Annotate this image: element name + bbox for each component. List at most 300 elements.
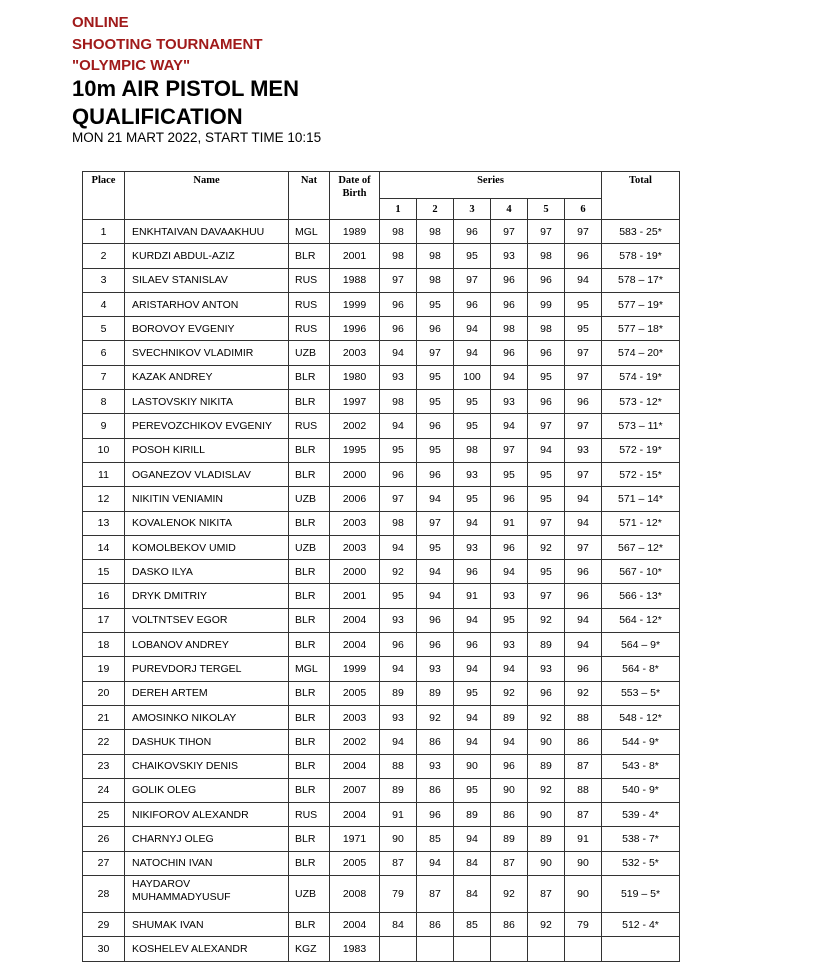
series-score-cell: 94 xyxy=(380,657,417,681)
series-score-cell: 94 xyxy=(491,414,528,438)
series-score-cell: 94 xyxy=(565,633,602,657)
nat-cell: BLR xyxy=(289,365,330,389)
series-score-cell: 89 xyxy=(528,633,565,657)
total-cell: 571 – 14* xyxy=(602,487,680,511)
series-score-cell: 93 xyxy=(417,657,454,681)
dob-cell: 2000 xyxy=(330,560,380,584)
table-row xyxy=(83,244,680,268)
series-score-cell: 97 xyxy=(454,268,491,292)
table-row xyxy=(83,608,680,632)
name-cell: BOROVOY EVGENIY xyxy=(125,317,289,341)
dob-cell: 1999 xyxy=(330,657,380,681)
series-score-cell: 96 xyxy=(528,390,565,414)
series-score-cell: 93 xyxy=(491,244,528,268)
name-cell: SVECHNIKOV VLADIMIR xyxy=(125,341,289,365)
series-score-cell: 92 xyxy=(380,560,417,584)
total-cell: 583 - 25* xyxy=(602,220,680,244)
total-cell: 573 - 12* xyxy=(602,390,680,414)
series-score-cell: 98 xyxy=(380,244,417,268)
nat-cell: BLR xyxy=(289,438,330,462)
dob-cell: 1997 xyxy=(330,390,380,414)
series-score-cell: 94 xyxy=(380,730,417,754)
header-line-tournament: SHOOTING TOURNAMENT xyxy=(72,36,263,53)
col-header-series: Series xyxy=(380,172,602,199)
series-score-cell: 91 xyxy=(491,511,528,535)
total-cell: 574 - 19* xyxy=(602,365,680,389)
series-score-cell: 98 xyxy=(417,268,454,292)
total-cell: 512 - 4* xyxy=(602,913,680,937)
place-cell: 20 xyxy=(83,681,125,705)
table-row xyxy=(83,584,680,608)
series-score-cell: 90 xyxy=(491,778,528,802)
nat-cell: BLR xyxy=(289,705,330,729)
series-score-cell: 89 xyxy=(491,705,528,729)
series-score-cell: 85 xyxy=(454,913,491,937)
col-header-series-5: 5 xyxy=(528,199,565,220)
nat-cell: RUS xyxy=(289,803,330,827)
series-score-cell: 98 xyxy=(454,438,491,462)
dob-cell: 2001 xyxy=(330,244,380,268)
event-date-time: MON 21 MART 2022, START TIME 10:15 xyxy=(72,130,322,145)
total-cell: 564 – 9* xyxy=(602,633,680,657)
nat-cell: KGZ xyxy=(289,937,330,961)
series-score-cell: 96 xyxy=(491,535,528,559)
table-row xyxy=(83,778,680,802)
total-cell: 540 - 9* xyxy=(602,778,680,802)
table-row xyxy=(83,681,680,705)
series-score-cell: 85 xyxy=(417,827,454,851)
col-header-dob: Date of Birth xyxy=(330,172,380,220)
series-score-cell: 95 xyxy=(380,584,417,608)
total-cell: 573 – 11* xyxy=(602,414,680,438)
place-cell: 2 xyxy=(83,244,125,268)
series-score-cell: 96 xyxy=(491,292,528,316)
col-header-series-3: 3 xyxy=(454,199,491,220)
series-score-cell: 95 xyxy=(454,390,491,414)
series-score-cell: 93 xyxy=(380,705,417,729)
series-score-cell: 96 xyxy=(417,462,454,486)
series-score-cell: 96 xyxy=(417,803,454,827)
series-score-cell: 97 xyxy=(528,584,565,608)
nat-cell: UZB xyxy=(289,341,330,365)
series-score-cell: 94 xyxy=(380,341,417,365)
total-cell: 577 – 19* xyxy=(602,292,680,316)
dob-cell: 2000 xyxy=(330,462,380,486)
place-cell: 7 xyxy=(83,365,125,389)
total-cell: 532 - 5* xyxy=(602,851,680,875)
name-cell: VOLTNTSEV EGOR xyxy=(125,608,289,632)
series-score-cell: 94 xyxy=(454,341,491,365)
series-score-cell: 94 xyxy=(491,560,528,584)
place-cell: 22 xyxy=(83,730,125,754)
series-score-cell: 97 xyxy=(565,220,602,244)
name-cell: DASHUK TIHON xyxy=(125,730,289,754)
total-cell: 572 - 15* xyxy=(602,462,680,486)
series-score-cell: 92 xyxy=(417,705,454,729)
nat-cell: BLR xyxy=(289,560,330,584)
series-score-cell: 87 xyxy=(491,851,528,875)
series-score-cell: 91 xyxy=(454,584,491,608)
dob-cell: 2004 xyxy=(330,754,380,778)
series-score-cell: 89 xyxy=(454,803,491,827)
series-score-cell: 97 xyxy=(565,414,602,438)
dob-cell: 2004 xyxy=(330,633,380,657)
series-score-cell: 94 xyxy=(417,560,454,584)
series-score-cell: 87 xyxy=(528,876,565,913)
name-cell: DRYK DMITRIY xyxy=(125,584,289,608)
place-cell: 27 xyxy=(83,851,125,875)
nat-cell: UZB xyxy=(289,535,330,559)
series-score-cell: 87 xyxy=(565,803,602,827)
series-score-cell: 96 xyxy=(491,341,528,365)
dob-cell: 1995 xyxy=(330,438,380,462)
name-cell: KURDZI ABDUL-AZIZ xyxy=(125,244,289,268)
series-score-cell: 98 xyxy=(380,220,417,244)
col-header-nat: Nat xyxy=(289,172,330,220)
table-row xyxy=(83,657,680,681)
series-score-cell: 94 xyxy=(491,365,528,389)
series-score-cell: 95 xyxy=(454,244,491,268)
nat-cell: BLR xyxy=(289,608,330,632)
place-cell: 12 xyxy=(83,487,125,511)
col-header-place: Place xyxy=(83,172,125,220)
series-score-cell: 94 xyxy=(528,438,565,462)
total-cell: 577 – 18* xyxy=(602,317,680,341)
nat-cell: RUS xyxy=(289,414,330,438)
series-score-cell: 95 xyxy=(417,390,454,414)
nat-cell: UZB xyxy=(289,487,330,511)
series-score-cell: 89 xyxy=(380,681,417,705)
series-score-cell: 98 xyxy=(417,244,454,268)
series-score-cell: 96 xyxy=(380,462,417,486)
series-score-cell xyxy=(454,937,491,961)
place-cell: 28 xyxy=(83,876,125,913)
dob-cell: 2002 xyxy=(330,414,380,438)
nat-cell: RUS xyxy=(289,317,330,341)
event-stage: QUALIFICATION xyxy=(72,104,243,129)
dob-cell: 1988 xyxy=(330,268,380,292)
nat-cell: BLR xyxy=(289,754,330,778)
series-score-cell: 93 xyxy=(454,462,491,486)
series-score-cell: 97 xyxy=(380,487,417,511)
series-score-cell: 95 xyxy=(491,462,528,486)
table-row xyxy=(83,937,680,961)
series-score-cell: 96 xyxy=(528,268,565,292)
series-score-cell: 96 xyxy=(454,220,491,244)
series-score-cell: 87 xyxy=(380,851,417,875)
col-header-series-6: 6 xyxy=(565,199,602,220)
series-score-cell: 95 xyxy=(454,487,491,511)
table-row xyxy=(83,487,680,511)
header-line-online: ONLINE xyxy=(72,14,129,31)
table-row xyxy=(83,462,680,486)
series-score-cell: 98 xyxy=(528,317,565,341)
series-score-cell: 95 xyxy=(491,608,528,632)
nat-cell: BLR xyxy=(289,778,330,802)
place-cell: 24 xyxy=(83,778,125,802)
place-cell: 18 xyxy=(83,633,125,657)
series-score-cell: 88 xyxy=(380,754,417,778)
series-score-cell: 96 xyxy=(565,244,602,268)
name-cell: OGANEZOV VLADISLAV xyxy=(125,462,289,486)
series-score-cell: 94 xyxy=(417,584,454,608)
series-score-cell: 94 xyxy=(565,511,602,535)
table-row xyxy=(83,317,680,341)
series-score-cell: 94 xyxy=(454,317,491,341)
place-cell: 29 xyxy=(83,913,125,937)
series-score-cell: 96 xyxy=(380,317,417,341)
event-title: 10m AIR PISTOL MEN xyxy=(72,76,299,101)
series-score-cell: 95 xyxy=(454,681,491,705)
series-score-cell: 84 xyxy=(454,851,491,875)
table-row xyxy=(83,341,680,365)
series-score-cell: 93 xyxy=(454,535,491,559)
dob-cell: 1983 xyxy=(330,937,380,961)
series-score-cell: 95 xyxy=(417,438,454,462)
series-score-cell: 95 xyxy=(454,778,491,802)
place-cell: 19 xyxy=(83,657,125,681)
series-score-cell: 90 xyxy=(528,851,565,875)
series-score-cell: 93 xyxy=(380,365,417,389)
nat-cell: MGL xyxy=(289,657,330,681)
series-score-cell: 93 xyxy=(491,390,528,414)
place-cell: 26 xyxy=(83,827,125,851)
series-score-cell: 94 xyxy=(565,608,602,632)
dob-cell: 1980 xyxy=(330,365,380,389)
series-score-cell: 96 xyxy=(454,560,491,584)
nat-cell: BLR xyxy=(289,633,330,657)
series-score-cell: 95 xyxy=(417,535,454,559)
series-score-cell: 95 xyxy=(528,560,565,584)
total-cell: 564 - 12* xyxy=(602,608,680,632)
series-score-cell xyxy=(565,937,602,961)
series-score-cell: 95 xyxy=(454,414,491,438)
place-cell: 21 xyxy=(83,705,125,729)
series-score-cell: 98 xyxy=(491,317,528,341)
series-score-cell: 96 xyxy=(491,268,528,292)
series-score-cell: 96 xyxy=(565,390,602,414)
name-cell: KOMOLBEKOV UMID xyxy=(125,535,289,559)
name-cell: PEREVOZCHIKOV EVGENIY xyxy=(125,414,289,438)
series-score-cell: 89 xyxy=(417,681,454,705)
table-row xyxy=(83,268,680,292)
nat-cell: BLR xyxy=(289,511,330,535)
series-score-cell: 92 xyxy=(528,705,565,729)
series-score-cell: 93 xyxy=(380,608,417,632)
series-score-cell: 90 xyxy=(454,754,491,778)
table-row xyxy=(83,705,680,729)
nat-cell: BLR xyxy=(289,827,330,851)
place-cell: 25 xyxy=(83,803,125,827)
series-score-cell: 93 xyxy=(491,584,528,608)
dob-cell: 2001 xyxy=(330,584,380,608)
series-score-cell: 97 xyxy=(380,268,417,292)
series-score-cell: 97 xyxy=(417,511,454,535)
series-score-cell: 96 xyxy=(528,341,565,365)
name-cell: KOSHELEV ALEXANDR xyxy=(125,937,289,961)
name-cell: LASTOVSKIY NIKITA xyxy=(125,390,289,414)
name-cell: SILAEV STANISLAV xyxy=(125,268,289,292)
place-cell: 23 xyxy=(83,754,125,778)
series-score-cell: 95 xyxy=(528,487,565,511)
series-score-cell: 96 xyxy=(528,681,565,705)
series-score-cell: 94 xyxy=(454,705,491,729)
name-cell: GOLIK OLEG xyxy=(125,778,289,802)
series-score-cell: 86 xyxy=(491,913,528,937)
series-score-cell: 86 xyxy=(565,730,602,754)
series-score-cell: 90 xyxy=(528,803,565,827)
dob-cell: 2004 xyxy=(330,608,380,632)
total-cell: 519 – 5* xyxy=(602,876,680,913)
series-score-cell: 92 xyxy=(528,608,565,632)
table-row xyxy=(83,438,680,462)
col-header-series-4: 4 xyxy=(491,199,528,220)
place-cell: 13 xyxy=(83,511,125,535)
col-header-total: Total xyxy=(602,172,680,220)
series-score-cell: 97 xyxy=(417,341,454,365)
series-score-cell: 94 xyxy=(454,657,491,681)
series-score-cell: 90 xyxy=(565,876,602,913)
col-header-name: Name xyxy=(125,172,289,220)
dob-cell: 2004 xyxy=(330,803,380,827)
series-score-cell: 94 xyxy=(454,511,491,535)
total-cell: 574 – 20* xyxy=(602,341,680,365)
name-cell: DASKO ILYA xyxy=(125,560,289,584)
dob-cell: 2003 xyxy=(330,341,380,365)
series-score-cell: 90 xyxy=(528,730,565,754)
name-cell: CHARNYJ OLEG xyxy=(125,827,289,851)
series-score-cell: 96 xyxy=(491,754,528,778)
series-score-cell: 98 xyxy=(417,220,454,244)
series-score-cell xyxy=(380,937,417,961)
name-cell: SHUMAK IVAN xyxy=(125,913,289,937)
table-row xyxy=(83,633,680,657)
series-score-cell: 87 xyxy=(417,876,454,913)
series-score-cell: 86 xyxy=(417,913,454,937)
results-body xyxy=(83,220,680,962)
series-score-cell: 96 xyxy=(454,292,491,316)
dob-cell: 2003 xyxy=(330,511,380,535)
nat-cell: BLR xyxy=(289,584,330,608)
name-cell: KAZAK ANDREY xyxy=(125,365,289,389)
total-cell: 572 - 19* xyxy=(602,438,680,462)
name-cell: NIKIFOROV ALEXANDR xyxy=(125,803,289,827)
series-score-cell: 89 xyxy=(380,778,417,802)
dob-cell: 2005 xyxy=(330,851,380,875)
name-cell: LOBANOV ANDREY xyxy=(125,633,289,657)
total-cell: 578 - 19* xyxy=(602,244,680,268)
dob-cell: 2002 xyxy=(330,730,380,754)
name-cell: CHAIKOVSKIY DENIS xyxy=(125,754,289,778)
total-cell: 548 - 12* xyxy=(602,705,680,729)
series-score-cell: 98 xyxy=(528,244,565,268)
place-cell: 6 xyxy=(83,341,125,365)
series-score-cell xyxy=(417,937,454,961)
place-cell: 10 xyxy=(83,438,125,462)
series-score-cell: 99 xyxy=(528,292,565,316)
total-cell xyxy=(602,937,680,961)
total-cell: 567 – 12* xyxy=(602,535,680,559)
series-score-cell: 94 xyxy=(454,608,491,632)
name-cell: ARISTARHOV ANTON xyxy=(125,292,289,316)
total-cell: 566 - 13* xyxy=(602,584,680,608)
place-cell: 16 xyxy=(83,584,125,608)
dob-cell: 2003 xyxy=(330,535,380,559)
series-score-cell: 90 xyxy=(565,851,602,875)
name-cell xyxy=(125,876,289,913)
place-cell: 11 xyxy=(83,462,125,486)
table-row xyxy=(83,754,680,778)
series-score-cell: 86 xyxy=(417,778,454,802)
series-score-cell: 97 xyxy=(528,511,565,535)
series-score-cell: 86 xyxy=(491,803,528,827)
table-row xyxy=(83,851,680,875)
total-cell: 539 - 4* xyxy=(602,803,680,827)
total-cell: 553 – 5* xyxy=(602,681,680,705)
series-score-cell: 96 xyxy=(417,633,454,657)
series-score-cell: 92 xyxy=(565,681,602,705)
series-score-cell: 94 xyxy=(491,657,528,681)
series-score-cell: 96 xyxy=(565,657,602,681)
series-score-cell: 92 xyxy=(491,681,528,705)
place-cell: 8 xyxy=(83,390,125,414)
series-score-cell: 96 xyxy=(380,633,417,657)
series-score-cell: 94 xyxy=(565,268,602,292)
name-line: MUHAMMADYUSUF xyxy=(132,891,231,904)
series-score-cell: 98 xyxy=(380,511,417,535)
dob-cell: 2007 xyxy=(330,778,380,802)
table-row xyxy=(83,803,680,827)
place-cell: 4 xyxy=(83,292,125,316)
place-cell: 30 xyxy=(83,937,125,961)
dob-cell: 2004 xyxy=(330,913,380,937)
header-line-olympic-way: "OLYMPIC WAY" xyxy=(72,57,191,74)
series-score-cell: 88 xyxy=(565,705,602,729)
series-score-cell: 95 xyxy=(417,292,454,316)
nat-cell: BLR xyxy=(289,681,330,705)
series-score-cell: 95 xyxy=(565,292,602,316)
series-score-cell: 97 xyxy=(565,462,602,486)
name-cell: PUREVDORJ TERGEL xyxy=(125,657,289,681)
dob-cell: 2006 xyxy=(330,487,380,511)
series-score-cell: 89 xyxy=(528,754,565,778)
total-cell: 538 - 7* xyxy=(602,827,680,851)
series-score-cell: 96 xyxy=(417,414,454,438)
series-score-cell: 93 xyxy=(528,657,565,681)
series-score-cell: 96 xyxy=(417,608,454,632)
series-score-cell: 84 xyxy=(454,876,491,913)
nat-cell: RUS xyxy=(289,268,330,292)
series-score-cell: 87 xyxy=(565,754,602,778)
place-cell: 17 xyxy=(83,608,125,632)
dob-cell: 1989 xyxy=(330,220,380,244)
series-score-cell: 96 xyxy=(417,317,454,341)
nat-cell: MGL xyxy=(289,220,330,244)
total-cell: 564 - 8* xyxy=(602,657,680,681)
series-score-cell: 93 xyxy=(565,438,602,462)
series-score-cell: 96 xyxy=(454,633,491,657)
table-row xyxy=(83,560,680,584)
place-cell: 1 xyxy=(83,220,125,244)
place-cell: 15 xyxy=(83,560,125,584)
nat-cell: BLR xyxy=(289,244,330,268)
place-cell: 14 xyxy=(83,535,125,559)
table-row xyxy=(83,827,680,851)
nat-cell: BLR xyxy=(289,913,330,937)
series-score-cell: 89 xyxy=(528,827,565,851)
name-cell: NIKITIN VENIAMIN xyxy=(125,487,289,511)
series-score-cell: 96 xyxy=(565,560,602,584)
